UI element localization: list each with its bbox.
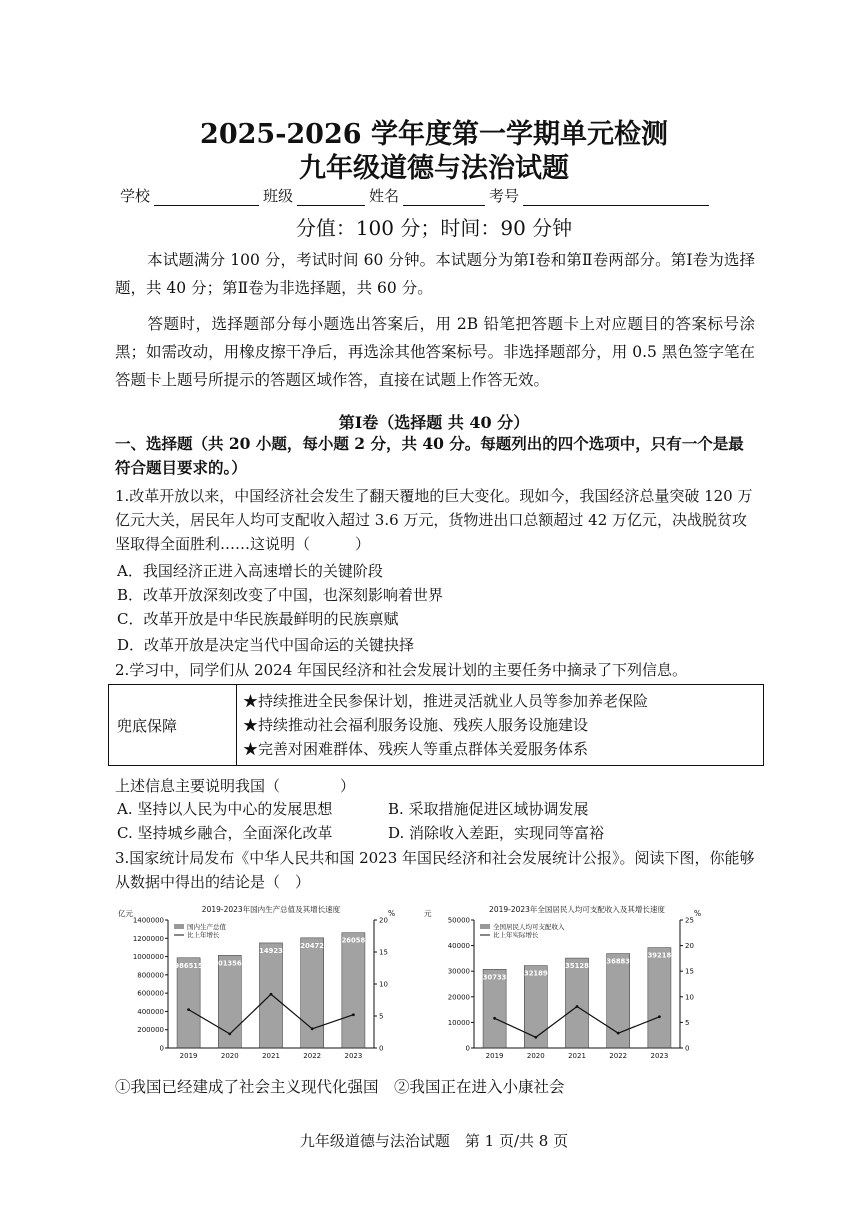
- student-info-row: [120, 185, 760, 206]
- y-tick-label: 20000: [447, 993, 470, 1002]
- gdp-chart: [112, 902, 412, 1064]
- q2-box-label: 兜底保障: [109, 685, 237, 766]
- bar-data-label: 35128: [565, 962, 589, 971]
- section-title: 第Ⅰ卷（选择题 共 40 分）: [338, 413, 530, 432]
- q3-conclusions: ①我国已经建成了社会主义现代化强国 ②我国正在进入小康社会: [115, 1078, 565, 1096]
- q1-option-d[interactable]: D．改革开放是决定当代中国命运的关键抉择: [117, 636, 415, 654]
- q2-box-item: ★完善对困难群体、残疾人等重点群体关爱服务体系: [243, 740, 589, 758]
- exam-no-field[interactable]: [523, 189, 709, 206]
- bar-data-label: 1149237: [254, 946, 288, 955]
- x-tick-label: 2023: [650, 1052, 669, 1060]
- gdp-chart-svg: [112, 902, 412, 1064]
- x-tick-label: 2021: [262, 1052, 280, 1060]
- bar-data-label: 1204724: [295, 941, 329, 950]
- y2-tick-label: 15: [685, 967, 694, 976]
- legend-line-label: 比上年增长: [187, 931, 220, 939]
- name-label: 姓名: [369, 187, 400, 205]
- y-axis-label: 亿元: [118, 909, 133, 918]
- class-field[interactable]: [297, 189, 365, 206]
- q2-after-text: 上述信息主要说明我国（ ）: [115, 777, 356, 795]
- bar-data-label: 1013567: [213, 959, 247, 968]
- x-tick-label: 2020: [526, 1052, 545, 1060]
- q2-box-item: ★持续推进全民参保计划，推进灵活就业人员等参加养老保险: [243, 692, 649, 710]
- growth-point: [311, 1027, 314, 1030]
- bar-data-label: 30733: [482, 973, 507, 982]
- question-3-stem: 3.国家统计局发布《中华人民共和国 2023 年国民经济和社会发展统计公报》。阅读下图，你能够从数据中得出的结论是（ ）: [115, 849, 755, 891]
- growth-point: [228, 1033, 231, 1036]
- y-tick-label: 1400000: [132, 916, 164, 925]
- bar: [342, 933, 365, 1048]
- y2-tick-label: 25: [685, 916, 694, 925]
- y-tick-label: 1000000: [132, 953, 164, 962]
- growth-point: [658, 1015, 661, 1018]
- bar-data-label: 986515: [174, 961, 203, 970]
- bar-data-label: 1260582: [336, 936, 370, 945]
- school-field[interactable]: [154, 189, 259, 206]
- q2-info-table: [108, 684, 764, 766]
- y-tick-label: 200000: [137, 1026, 164, 1035]
- y-tick-label: 50000: [447, 916, 470, 925]
- y2-tick-label: 15: [379, 948, 388, 957]
- y2-tick-label: 0: [685, 1044, 690, 1053]
- growth-point: [617, 1032, 620, 1035]
- bar: [648, 948, 671, 1048]
- school-label: 学校: [120, 187, 151, 205]
- q1-option-c[interactable]: C．改革开放是中华民族最鲜明的民族禀赋: [117, 610, 399, 628]
- y-tick-label: 40000: [447, 942, 470, 951]
- class-label: 班级: [263, 187, 294, 205]
- bar-data-label: 32189: [523, 969, 548, 978]
- y2-tick-label: 0: [379, 1044, 384, 1053]
- bar: [301, 938, 324, 1048]
- growth-point: [270, 993, 273, 996]
- x-tick-label: 2021: [568, 1052, 586, 1060]
- q2-option-c[interactable]: C. 坚持城乡融合，全面深化改革: [117, 824, 333, 842]
- bar: [565, 958, 588, 1048]
- legend-bar-label: 国内生产总值: [187, 923, 226, 931]
- y-tick-label: 0: [465, 1044, 470, 1053]
- legend-bar-label: 全国居民人均可支配收入: [493, 923, 565, 931]
- legend-bar-swatch: [174, 924, 184, 929]
- instruction-paragraph-1: 本试题满分 100 分，考试时间 60 分钟。本试题分为第Ⅰ卷和第Ⅱ卷两部分。第Ⅰ卷为选择题，共 40 分；第Ⅱ卷为非选择题，共 60 分。: [115, 251, 755, 297]
- bar-data-label: 36883: [606, 957, 631, 966]
- y2-tick-label: 20: [685, 942, 694, 951]
- income-chart: [418, 902, 718, 1064]
- x-tick-label: 2019: [485, 1052, 504, 1060]
- y2-tick-label: 20: [379, 916, 388, 925]
- y-tick-label: 400000: [137, 1007, 164, 1016]
- section-heading: 一、选择题（共 20 小题，每小题 2 分，共 40 分。每题列出的四个选项中，只有一个是最符合题目要求的。）: [115, 434, 744, 477]
- growth-point: [352, 1013, 355, 1016]
- y-tick-label: 10000: [447, 1018, 470, 1027]
- question-2-stem: 2.学习中，同学们从 2024 年国民经济和社会发展计划的主要任务中摘录了下列信息。: [115, 661, 688, 679]
- q2-box-items: [237, 685, 764, 766]
- q2-option-d[interactable]: D. 消除收入差距，实现同等富裕: [388, 824, 605, 842]
- x-tick-label: 2022: [303, 1052, 322, 1060]
- x-tick-label: 2020: [220, 1052, 239, 1060]
- chart-title: 2019-2023年国内生产总值及其增长速度: [201, 905, 341, 914]
- y2-tick-label: 5: [685, 1018, 690, 1027]
- growth-point: [576, 1005, 579, 1008]
- exam-title: 2025-2026 学年度第一学期单元检测: [200, 119, 668, 150]
- question-1-stem: 1.改革开放以来，中国经济社会发生了翻天覆地的巨大变化。现如今，我国经济总量突破 120 万亿元大关，居民年人均可支配收入超过 3.6 万元，货物进出口总额超过 42 万亿元，决战脱贫攻坚取得全面胜利……这说明（ ）: [115, 487, 753, 553]
- y-tick-label: 600000: [137, 989, 164, 998]
- y-tick-label: 800000: [137, 971, 164, 980]
- y2-axis-label: %: [694, 909, 702, 918]
- growth-point: [187, 1008, 190, 1011]
- score-time: 分值：100 分；时间：90 分钟: [295, 216, 573, 240]
- bar-data-label: 39218: [647, 951, 672, 960]
- y2-tick-label: 10: [379, 980, 388, 989]
- growth-point: [534, 1036, 537, 1039]
- q2-option-b[interactable]: B. 采取措施促进区域协调发展: [388, 800, 589, 818]
- y2-tick-label: 10: [685, 993, 694, 1002]
- bar: [524, 966, 547, 1048]
- q2-option-a[interactable]: A. 坚持以人民为中心的发展思想: [117, 800, 333, 818]
- y-tick-label: 0: [159, 1044, 164, 1053]
- name-field[interactable]: [403, 189, 485, 206]
- q1-option-b[interactable]: B．改革开放深刻改变了中国，也深刻影响着世界: [117, 586, 444, 604]
- x-tick-label: 2019: [179, 1052, 198, 1060]
- x-tick-label: 2023: [344, 1052, 363, 1060]
- bar: [177, 958, 200, 1048]
- legend-line-label: 比上年实际增长: [493, 931, 539, 939]
- q1-option-a[interactable]: A．我国经济正进入高速增长的关键阶段: [117, 562, 383, 580]
- page-footer: 九年级道德与法治试题 第 1 页/共 8 页: [299, 1132, 569, 1150]
- instruction-paragraph-2: 答题时，选择题部分每小题选出答案后，用 2B 铅笔把答题卡上对应题目的答案标号涂黑；如需改动，用橡皮擦干净后，再选涂其他答案标号。非选择题部分，用 0.5 黑色签字笔在答题卡上题号所提示的答题区域作答，直接在试题上作答无效。: [115, 315, 755, 389]
- y-tick-label: 30000: [447, 967, 470, 976]
- growth-point: [493, 1017, 496, 1020]
- legend-bar-swatch: [480, 924, 490, 929]
- exam-subtitle: 九年级道德与法治试题: [299, 153, 569, 184]
- q2-box-item: ★持续推动社会福利服务设施、残疾人服务设施建设: [243, 716, 589, 734]
- income-chart-svg: [418, 902, 718, 1064]
- y-axis-label: 元: [424, 909, 432, 918]
- y2-tick-label: 5: [379, 1012, 384, 1021]
- x-tick-label: 2022: [609, 1052, 628, 1060]
- chart-title: 2019-2023年全国居民人均可支配收入及其增长速度: [489, 905, 665, 914]
- y-tick-label: 1200000: [132, 934, 164, 943]
- y2-axis-label: %: [388, 909, 396, 918]
- exam-no-label: 考号: [489, 187, 520, 205]
